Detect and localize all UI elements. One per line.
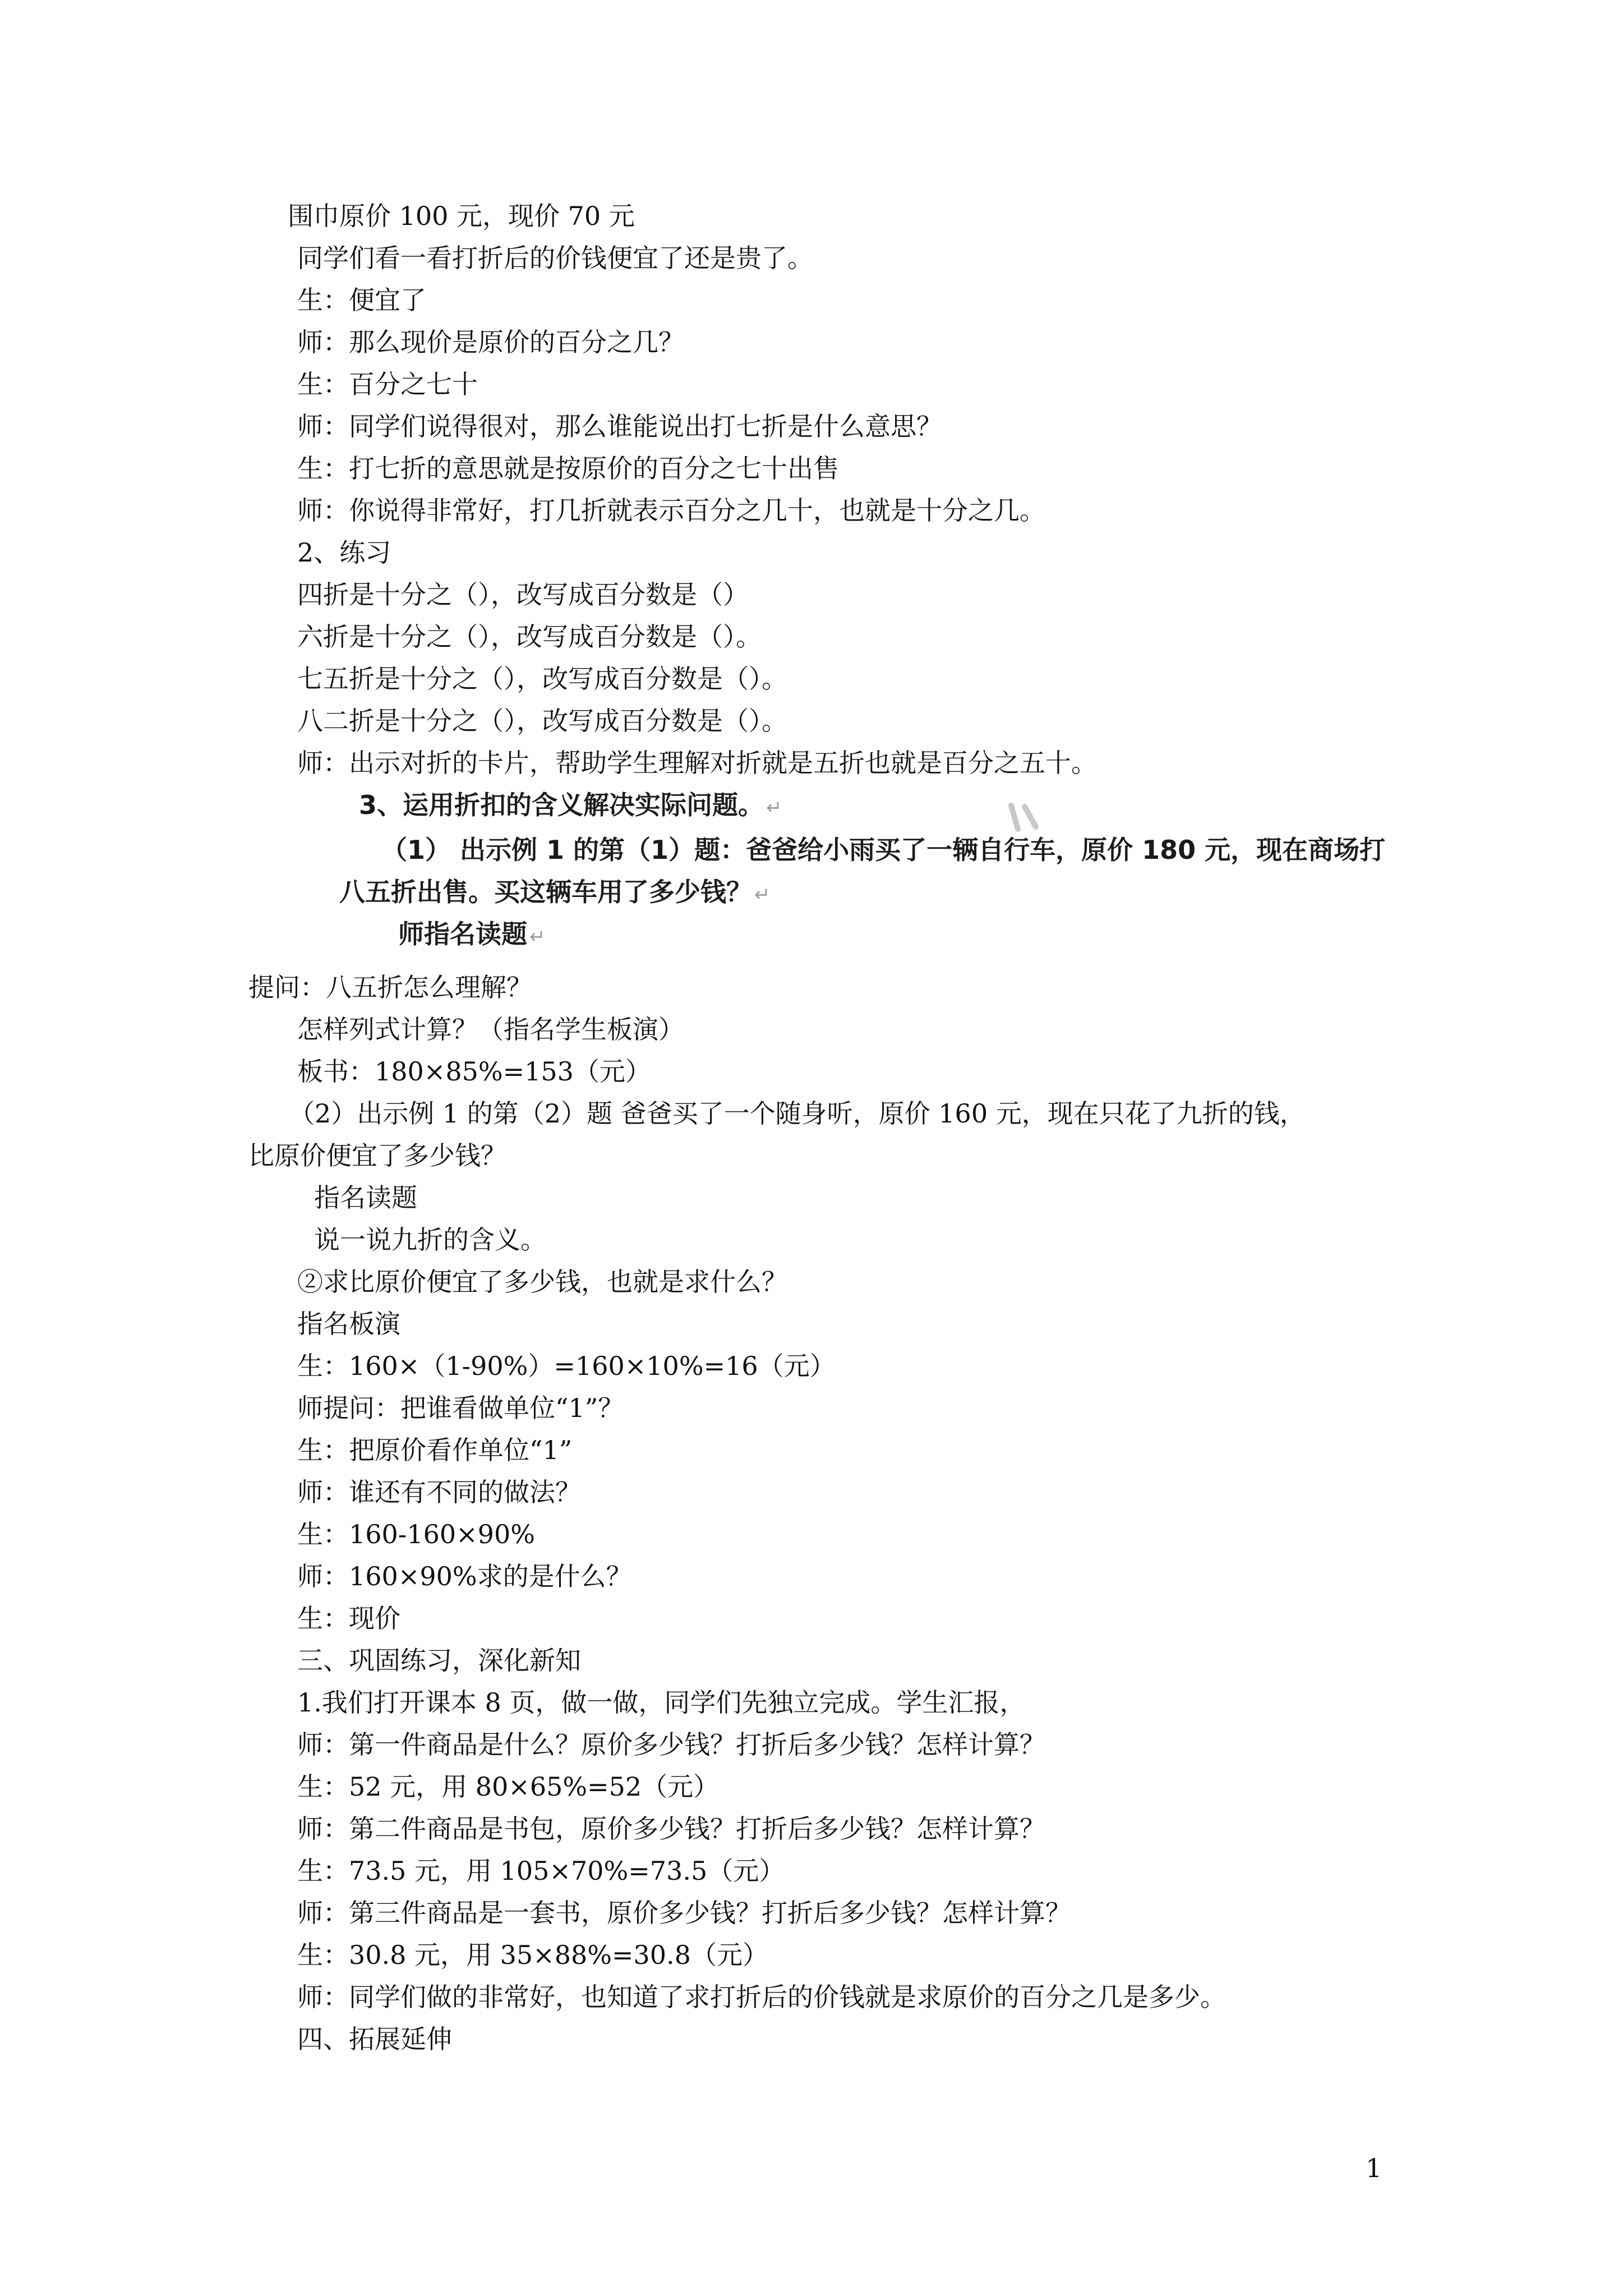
- text-line: 比原价便宜了多少钱？: [248, 1140, 506, 1171]
- section-heading: 四、拓展延伸: [297, 2024, 452, 2054]
- text-line: 师：160×90%求的是什么？: [297, 1561, 632, 1591]
- text-line: 师：你说得非常好，打几折就表示百分之几十，也就是十分之几。: [297, 495, 1045, 526]
- text-line: 师：那么现价是原价的百分之几？: [297, 327, 684, 357]
- return-mark-icon: ↵: [529, 926, 546, 948]
- screenshot-text: 八五折出售。买这辆车用了多少钱？: [339, 877, 752, 907]
- text-line: 围巾原价 100 元，现价 70 元: [288, 201, 635, 231]
- text-line: 1.我们打开课本 8 页，做一做，同学们先独立完成。学生汇报，: [297, 1687, 1026, 1718]
- screenshot-text: 3、运用折扣的含义解决实际问题。: [359, 790, 764, 820]
- text-line: 师：同学们做的非常好，也知道了求打折后的价钱就是求原价的百分之几是多少。: [297, 1982, 1226, 2012]
- text-line: 四折是十分之（），改写成百分数是（）: [297, 579, 749, 610]
- text-line: 八二折是十分之（），改写成百分数是（）。: [297, 706, 787, 736]
- screenshot-line: [359, 788, 782, 825]
- text-line: 师：同学们说得很对，那么谁能说出打七折是什么意思？: [297, 411, 942, 441]
- text-line: 生：52 元，用 80×65%=52（元）: [297, 1772, 720, 1802]
- text-line: 生：百分之七十: [297, 369, 478, 399]
- text-line: 生：打七折的意思就是按原价的百分之七十出售: [297, 453, 839, 484]
- page-number: 1: [1366, 2153, 1382, 2183]
- text-line: 师提问：把谁看做单位“1”？: [297, 1393, 624, 1423]
- text-line: 说一说九折的含义。: [314, 1225, 546, 1255]
- text-line: （2）出示例 1 的第（2）题 爸爸买了一个随身听，原价 160 元，现在只花了九折的钱，: [289, 1098, 1306, 1129]
- text-line: 同学们看一看打折后的价钱便宜了还是贵了。: [297, 243, 813, 273]
- text-line: 2、练习: [297, 537, 391, 568]
- text-line: 师：出示对折的卡片，帮助学生理解对折就是五折也就是百分之五十。: [297, 748, 1097, 778]
- text-line: 七五折是十分之（），改写成百分数是（）。: [297, 664, 787, 694]
- text-line: 板书：180×85%=153（元）: [297, 1056, 651, 1087]
- text-line: 生：160-160×90%: [297, 1519, 535, 1549]
- text-line: ②求比原价便宜了多少钱，也就是求什么？: [297, 1267, 787, 1297]
- text-line: 生：把原价看作单位“1”: [297, 1435, 573, 1465]
- text-line: 生：现价: [297, 1603, 400, 1634]
- text-line: 生：便宜了: [297, 285, 426, 315]
- text-line: 师：谁还有不同的做法？: [297, 1477, 581, 1507]
- text-line: 师：第二件商品是书包，原价多少钱？打折后多少钱？怎样计算？: [297, 1814, 1045, 1844]
- screenshot-line: [398, 917, 546, 954]
- return-mark-icon: ↵: [754, 884, 771, 906]
- text-line: 生：30.8 元，用 35×88%=30.8（元）: [297, 1940, 768, 1970]
- text-line: 生：73.5 元，用 105×70%=73.5（元）: [297, 1856, 785, 1886]
- return-mark-icon: ↵: [766, 797, 782, 819]
- text-line: 怎样列式计算？（指名学生板演）: [297, 1014, 684, 1045]
- screenshot-line: [339, 875, 771, 912]
- smudge-mark: [1007, 801, 1046, 835]
- text-line: 指名读题: [314, 1182, 417, 1213]
- text-line: 师：第一件商品是什么？原价多少钱？打折后多少钱？怎样计算？: [297, 1729, 1045, 1760]
- text-line: 生：160×（1-90%）=160×10%=16（元）: [297, 1351, 836, 1381]
- section-heading: 三、巩固练习，深化新知: [297, 1645, 581, 1676]
- text-line: 六折是十分之（），改写成百分数是（）。: [297, 622, 762, 652]
- screenshot-line: （1） 出示例 1 的第（1）题：爸爸给小雨买了一辆自行车，原价 180 元，现在商场打: [381, 835, 1386, 865]
- screenshot-text: 师指名读题: [398, 919, 527, 949]
- text-line: 指名板演: [297, 1309, 400, 1339]
- text-line: 师：第三件商品是一套书，原价多少钱？打折后多少钱？怎样计算？: [297, 1898, 1071, 1928]
- text-line: 提问：八五折怎么理解？: [248, 972, 532, 1002]
